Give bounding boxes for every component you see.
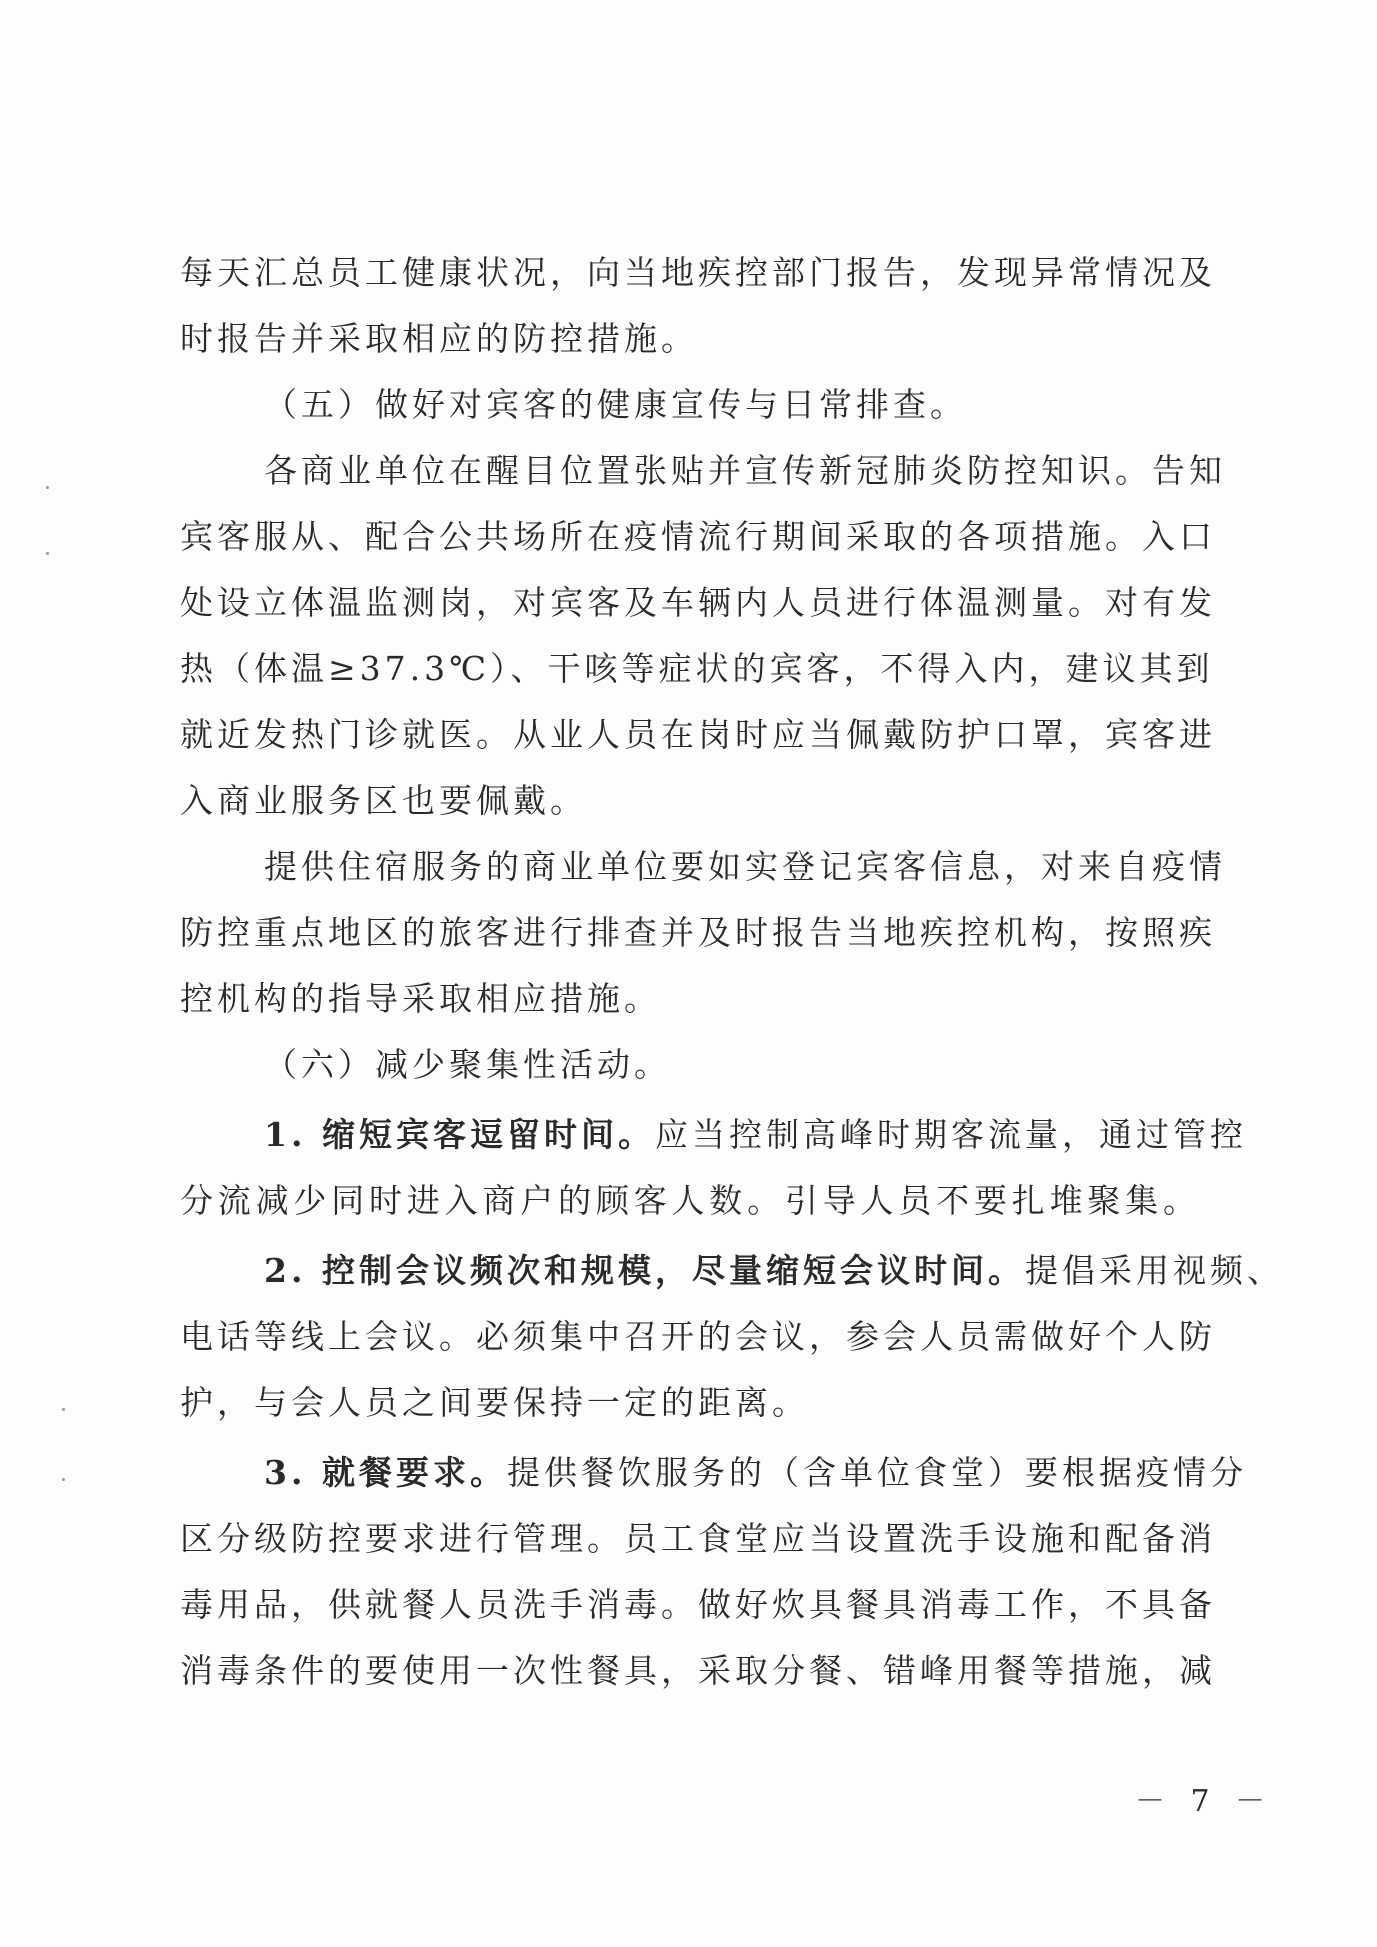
- text-line: 热（体温≥37.3℃）、干咳等症状的宾客，不得入内，建议其到: [180, 649, 1214, 688]
- text-line: 各商业单位在醒目位置张贴并宣传新冠肺炎防控知识。告知: [264, 451, 1226, 490]
- item-heading: 3. 就餐要求。: [264, 1453, 507, 1492]
- text-line: 电话等线上会议。必须集中召开的会议，参会人员需做好个人防: [180, 1317, 1216, 1356]
- section-heading: （五）做好对宾客的健康宣传与日常排查。: [264, 385, 967, 424]
- text-line: 毒用品，供就餐人员洗手消毒。做好炊具餐具消毒工作，不具备: [180, 1585, 1216, 1624]
- item-heading: 1. 缩短宾客逗留时间。: [264, 1115, 655, 1154]
- text-line: 宾客服从、配合公共场所在疫情流行期间采取的各项措施。入口: [180, 517, 1216, 556]
- text-line: 就近发热门诊就医。从业人员在岗时应当佩戴防护口罩，宾客进: [180, 715, 1216, 754]
- text-line: 分流减少同时进入商户的顾客人数。引导人员不要扎堆聚集。: [180, 1181, 1200, 1220]
- text-line: [180, 1440, 1247, 1506]
- text-line: 入商业服务区也要佩戴。: [180, 781, 587, 820]
- page-number: － 7 －: [1135, 1784, 1274, 1819]
- item-text: 提倡采用视频、: [1024, 1251, 1284, 1290]
- text-line: 每天汇总员工健康状况，向当地疾控部门报告，发现异常情况及: [180, 253, 1216, 292]
- scan-speck: [62, 1478, 65, 1481]
- section-heading: （六）减少聚集性活动。: [264, 1045, 671, 1084]
- scan-speck: [62, 1408, 65, 1411]
- text-line: [180, 1102, 1247, 1168]
- scan-speck: [46, 552, 49, 555]
- text-line: 防控重点地区的旅客进行排查并及时报告当地疾控机构，按照疾: [180, 913, 1216, 952]
- text-line: 处设立体温监测岗，对宾客及车辆内人员进行体温测量。对有发: [180, 583, 1216, 622]
- item-text: 提供餐饮服务的（含单位食堂）要根据疫情分: [506, 1453, 1247, 1492]
- text-line: 护，与会人员之间要保持一定的距离。: [180, 1383, 809, 1422]
- text-line: 提供住宿服务的商业单位要如实登记宾客信息，对来自疫情: [264, 847, 1226, 886]
- text-line: 区分级防控要求进行管理。员工食堂应当设置洗手设施和配备消: [180, 1519, 1216, 1558]
- body-text: [180, 240, 1284, 1704]
- item-heading: 2. 控制会议频次和规模，尽量缩短会议时间。: [264, 1251, 1025, 1290]
- scan-speck: [46, 486, 49, 489]
- text-line: [180, 1238, 1284, 1304]
- text-line: 控机构的指导采取相应措施。: [180, 979, 661, 1018]
- item-text: 应当控制高峰时期客流量，通过管控: [654, 1115, 1247, 1154]
- text-line: 消毒条件的要使用一次性餐具，采取分餐、错峰用餐等措施，减: [180, 1651, 1216, 1690]
- text-line: 时报告并采取相应的防控措施。: [180, 319, 698, 358]
